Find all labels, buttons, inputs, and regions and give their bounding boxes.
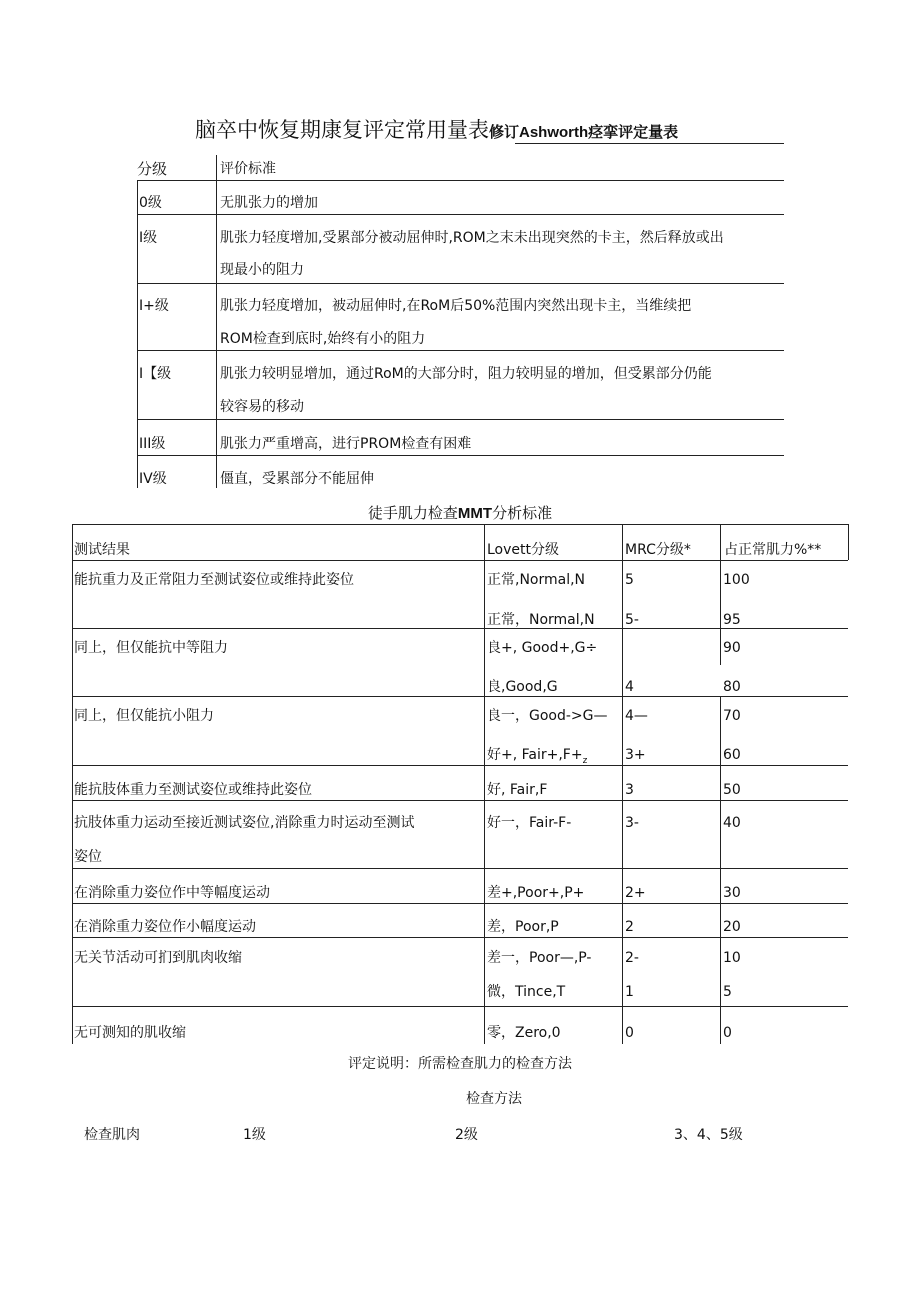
notes-line2: 检查方法 [466,1091,522,1107]
ashworth-grade: I+级 [139,298,169,314]
page-title-sub: 修订Ashworth痉挛评定量表 [489,124,679,141]
ashworth-desc: 肌张力严重增高，进行PROM检查有困难 [220,436,472,452]
mmt-pct: 20 [723,919,741,935]
mmt-pct: 80 [723,679,741,695]
mmt-lovett-text: 好+, Fair+,F+ [487,747,583,763]
notes-col-grade1: 1级 [243,1127,266,1143]
mmt-result: 无可测知的肌收缩 [74,1025,186,1041]
mmt-lovett: 良,Good,G [487,679,558,695]
mmt-mrc: 5- [625,612,639,628]
mmt-lovett [487,738,587,778]
mmt-lovett: 差+,Poor+,P+ [487,885,585,901]
mmt-result: 同上，但仅能抗小阻力 [74,708,214,724]
notes-line1: 评定说明：所需检查肌力的检查方法 [348,1056,572,1072]
mmt-lovett: 良+, Good+,G÷ [487,640,598,656]
ashworth-header-criteria: 评价标准 [220,161,276,177]
mmt-mrc: 2- [625,950,639,966]
mmt-pct: 0 [723,1025,732,1041]
mmt-pct: 10 [723,950,741,966]
notes-col-grade2: 2级 [455,1127,478,1143]
mmt-lovett: 良一，Good->G— [487,708,608,724]
mmt-lovett-sub: z [582,755,588,766]
mmt-header-lovett: Lovett分级 [487,542,559,558]
mmt-lovett: 微，Tince,T [487,984,566,1000]
mmt-pct: 95 [723,612,741,628]
ashworth-desc: 无肌张力的增加 [220,195,318,211]
ashworth-header-grade: 分级 [137,160,168,178]
mmt-title [0,502,920,523]
mmt-title-prefix: 徒手肌力检查 [367,505,458,522]
mmt-lovett: 零，Zero,0 [487,1025,561,1041]
mmt-pct: 50 [723,782,741,798]
mmt-mrc: 2+ [625,885,646,901]
mmt-mrc: 0 [625,1025,634,1041]
ashworth-grade: IV级 [139,471,167,487]
mmt-lovett: 好, Fair,F [487,782,548,798]
mmt-mrc: 1 [625,984,634,1000]
mmt-pct: 90 [723,640,741,656]
mmt-mrc: 3 [625,782,634,798]
mmt-result: 无关节活动可扪到肌肉收缩 [74,950,242,966]
mmt-result: 能抗重力及正常阻力至测试姿位或维持此姿位 [74,572,354,588]
mmt-result: 在消除重力姿位作小幅度运动 [74,919,256,935]
mmt-lovett: 差，Poor,P [487,919,559,935]
mmt-mrc: 3+ [625,747,646,763]
notes-col-muscle: 检查肌肉 [84,1127,140,1143]
mmt-header-pct: 占正常肌力%** [724,542,822,558]
mmt-mrc: 4— [625,708,648,724]
ashworth-desc: 僵直，受累部分不能屈伸 [220,471,374,487]
mmt-lovett: 正常，Normal,N [487,612,595,628]
mmt-header-mrc: MRC分级* [625,542,691,558]
mmt-result: 抗肢体重力运动至接近测试姿位,消除重力时运动至测试 [74,815,415,831]
ashworth-desc: 肌张力轻度增加,受累部分被动屈伸时,ROM之末未出现突然的卡主，然后释放或出 [220,230,724,246]
mmt-result: 在消除重力姿位作中等幅度运动 [74,885,270,901]
mmt-mrc: 5 [625,572,634,588]
mmt-mrc: 2 [625,919,634,935]
mmt-mrc: 3- [625,815,639,831]
mmt-result: 同上，但仅能抗中等阻力 [74,640,228,656]
mmt-pct: 5 [723,984,732,1000]
mmt-result: 能抗肢体重力至测试姿位或维持此姿位 [74,782,312,798]
mmt-pct: 60 [723,747,741,763]
mmt-title-suffix: 分析标准 [492,505,553,522]
mmt-lovett: 好一，Fair-F- [487,815,572,831]
mmt-pct: 30 [723,885,741,901]
mmt-mrc: 4 [625,679,634,695]
page-title [195,114,678,144]
mmt-lovett: 正常,Normal,N [487,572,586,588]
mmt-title-bold: MMT [457,505,493,522]
ashworth-grade: 0级 [139,195,162,211]
mmt-result: 姿位 [74,849,102,865]
page-title-main: 脑卒中恢复期康复评定常用量表 [195,118,489,142]
ashworth-grade: III级 [139,436,166,452]
ashworth-grade: I【级 [139,366,172,382]
mmt-header-result: 测试结果 [74,542,130,558]
ashworth-desc: 较容易的移动 [220,399,304,415]
ashworth-desc: 肌张力较明显增加，通过RoM的大部分时，阻力较明显的增加，但受累部分仍能 [220,366,712,382]
mmt-pct: 40 [723,815,741,831]
ashworth-grade: I级 [139,230,158,246]
ashworth-desc: ROM检查到底时,始终有小的阻力 [220,331,426,347]
mmt-pct: 70 [723,708,741,724]
ashworth-desc: 现最小的阻力 [220,262,304,278]
notes-col-grade345: 3、4、5级 [674,1127,743,1143]
mmt-pct: 100 [723,572,750,588]
ashworth-desc: 肌张力轻度增加，被动屈伸时,在RoM后50%范围内突然出现卡主，当维续把 [220,298,692,314]
mmt-lovett: 差一，Poor—,P- [487,950,592,966]
